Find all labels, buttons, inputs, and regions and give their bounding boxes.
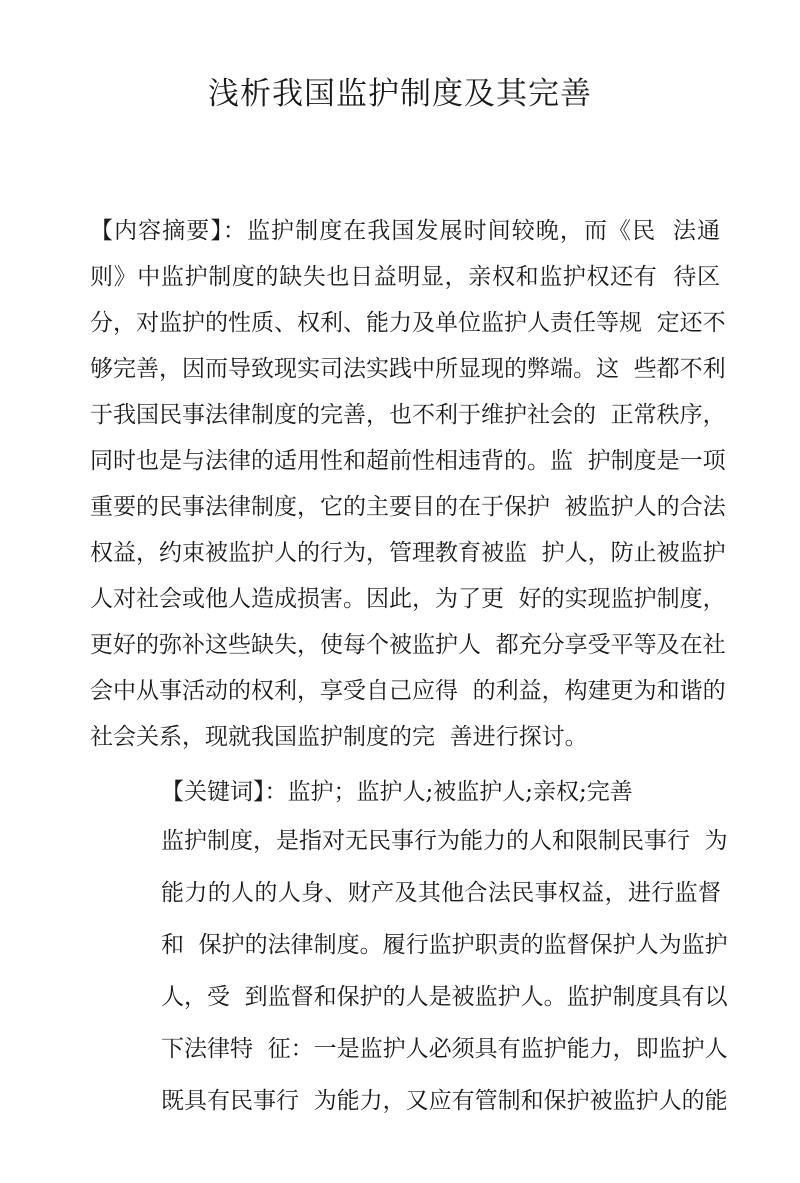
- abstract-line: 人对社会或他人造成损害。因此，为了更 好的实现监护制度，: [90, 586, 726, 612]
- body-line: 监护制度，是指对无民事行为能力的人和限制民事行 为: [161, 828, 728, 854]
- abstract-line: 同时也是与法律的适用性和超前性相违背的。监 护制度是一项: [90, 448, 726, 474]
- abstract-line: 则》中监护制度的缺失也日益明显，亲权和监护权还有 待区: [90, 264, 720, 290]
- body-line: 既具有民事行 为能力，又应有管制和保护被监护人的能: [161, 1088, 728, 1114]
- body-line: 人，受 到监督和保护的人是被监护人。监护制度具有以: [161, 984, 728, 1010]
- document-title: 浅析我国监护制度及其完善: [208, 76, 592, 112]
- abstract-line: 社会关系，现就我国监护制度的完 善进行探讨。: [90, 724, 588, 750]
- abstract-line: 更好的弥补这些缺失，使每个被监护人 都充分享受平等及在社: [90, 632, 726, 658]
- abstract-line: 够完善，因而导致现实司法实践中所显现的弊端。这 些都不利: [90, 356, 726, 382]
- abstract-line: 【内容摘要】：监护制度在我国发展时间较晚，而《民 法通: [90, 218, 720, 244]
- abstract-line: 重要的民事法律制度，它的主要目的在于保护 被监护人的合法: [90, 494, 726, 520]
- abstract-paragraph: [90, 208, 726, 760]
- body-line: 下法律特 征：一是监护人必须具有监护能力，即监护人: [161, 1036, 728, 1062]
- body-line: 和 保护的法律制度。履行监护职责的监督保护人为监护: [161, 932, 728, 958]
- body-line: 能力的人的人身、财产及其他合法民事权益，进行监督: [161, 880, 721, 906]
- abstract-line: 于我国民事法律制度的完善，也不利于维护社会的 正常秩序，: [90, 402, 726, 428]
- keywords-line: 【关键词】：监护；监护人;被监护人;亲权;完善: [161, 779, 633, 805]
- abstract-line: 权益，约束被监护人的行为，管理教育被监 护人，防止被监护: [90, 540, 726, 566]
- body-paragraph: [161, 815, 728, 1127]
- abstract-line: 会中从事活动的权利，享受自己应得 的利益，构建更为和谐的: [90, 678, 726, 704]
- abstract-line: 分，对监护的性质、权利、能力及单位监护人责任等规 定还不: [90, 310, 726, 336]
